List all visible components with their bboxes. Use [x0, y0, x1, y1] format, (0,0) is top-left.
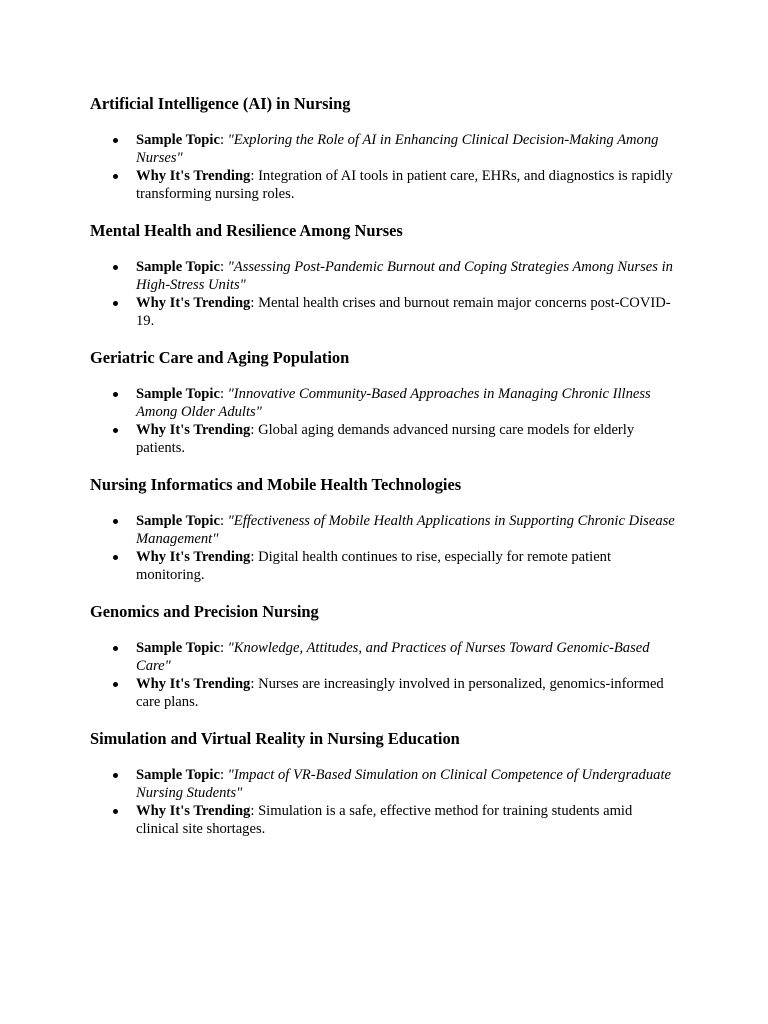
list-item-why-trending: Why It's Trending: Nurses are increasingly involved in personalized, genomics-informed care plans. — [90, 675, 678, 711]
section-heading: Nursing Informatics and Mobile Health Technologies — [90, 475, 462, 494]
sample-topic-text: "Knowledge, Attitudes, and Practices of Nurses Toward Genomic-Based Care" — [136, 640, 650, 674]
bullet-list — [90, 512, 678, 584]
list-item-why-trending: Why It's Trending: Global aging demands advanced nursing care models for elderly patients. — [90, 421, 678, 457]
section-heading: Geriatric Care and Aging Population — [90, 348, 350, 367]
section-genomics — [90, 602, 678, 711]
list-item-sample-topic: Sample Topic: "Knowledge, Attitudes, and Practices of Nurses Toward Genomic-Based Care" — [90, 639, 678, 675]
bullet-list — [90, 766, 678, 838]
section-ai-in-nursing — [90, 94, 678, 203]
sample-topic-label: Sample Topic — [136, 767, 220, 783]
sample-topic-text: "Assessing Post-Pandemic Burnout and Coping Strategies Among Nurses in High-Stress Units" — [136, 259, 673, 293]
why-trending-label: Why It's Trending — [136, 676, 251, 692]
sample-topic-label: Sample Topic — [136, 132, 220, 148]
section-heading: Mental Health and Resilience Among Nurses — [90, 221, 403, 240]
list-item-why-trending: Why It's Trending: Digital health continues to rise, especially for remote patient monitoring. — [90, 548, 678, 584]
list-item-sample-topic: Sample Topic: "Innovative Community-Based Approaches in Managing Chronic Illness Among Older Adults" — [90, 385, 678, 421]
sample-topic-text: "Innovative Community-Based Approaches in Managing Chronic Illness Among Older Adults" — [136, 386, 651, 420]
why-trending-text: Integration of AI tools in patient care, EHRs, and diagnostics is rapidly transforming nursing roles. — [136, 168, 673, 202]
why-trending-text: Nurses are increasingly involved in personalized, genomics-informed care plans. — [136, 676, 664, 710]
section-heading: Genomics and Precision Nursing — [90, 602, 319, 621]
sample-topic-label: Sample Topic — [136, 259, 220, 275]
bullet-list — [90, 639, 678, 711]
why-trending-label: Why It's Trending — [136, 803, 251, 819]
section-geriatric-care — [90, 348, 678, 457]
why-trending-label: Why It's Trending — [136, 295, 251, 311]
section-nursing-informatics — [90, 475, 678, 584]
sample-topic-text: "Effectiveness of Mobile Health Applications in Supporting Chronic Disease Management" — [136, 513, 675, 547]
why-trending-label: Why It's Trending — [136, 422, 251, 438]
section-heading: Simulation and Virtual Reality in Nursing Education — [90, 729, 460, 748]
list-item-sample-topic: Sample Topic: "Impact of VR-Based Simulation on Clinical Competence of Undergraduate Nursing Students" — [90, 766, 678, 802]
why-trending-label: Why It's Trending — [136, 168, 251, 184]
section-simulation-vr — [90, 729, 678, 838]
why-trending-text: Digital health continues to rise, especially for remote patient monitoring. — [136, 549, 612, 583]
bullet-list — [90, 385, 678, 457]
why-trending-label: Why It's Trending — [136, 549, 251, 565]
list-item-sample-topic: Sample Topic: "Exploring the Role of AI in Enhancing Clinical Decision-Making Among Nurses" — [90, 131, 678, 167]
list-item-sample-topic: Sample Topic: "Effectiveness of Mobile Health Applications in Supporting Chronic Disease Management" — [90, 512, 678, 548]
list-item-sample-topic: Sample Topic: "Assessing Post-Pandemic Burnout and Coping Strategies Among Nurses in High-Stress Units" — [90, 258, 678, 294]
sample-topic-label: Sample Topic — [136, 513, 220, 529]
sample-topic-text: "Impact of VR-Based Simulation on Clinical Competence of Undergraduate Nursing Students" — [136, 767, 671, 801]
list-item-why-trending: Why It's Trending: Mental health crises and burnout remain major concerns post-COVID-19. — [90, 294, 678, 330]
why-trending-text: Simulation is a safe, effective method for training students amid clinical site shortages. — [136, 803, 633, 837]
list-item-why-trending: Why It's Trending: Integration of AI tools in patient care, EHRs, and diagnostics is rapidly transforming nursing roles. — [90, 167, 678, 203]
sample-topic-label: Sample Topic — [136, 640, 220, 656]
sample-topic-label: Sample Topic — [136, 386, 220, 402]
bullet-list — [90, 258, 678, 330]
section-heading: Artificial Intelligence (AI) in Nursing — [90, 94, 351, 113]
why-trending-text: Mental health crises and burnout remain major concerns post-COVID-19. — [136, 295, 671, 329]
sample-topic-text: "Exploring the Role of AI in Enhancing Clinical Decision-Making Among Nurses" — [136, 132, 659, 166]
why-trending-text: Global aging demands advanced nursing care models for elderly patients. — [136, 422, 635, 456]
section-mental-health — [90, 221, 678, 330]
bullet-list — [90, 131, 678, 203]
list-item-why-trending: Why It's Trending: Simulation is a safe, effective method for training students amid clinical site shortages. — [90, 802, 678, 838]
